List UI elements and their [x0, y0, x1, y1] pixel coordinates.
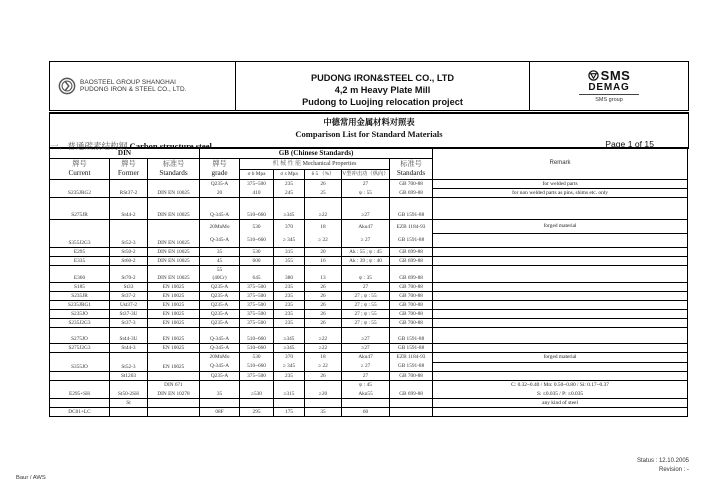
table-group-header-row — [50, 148, 688, 159]
cell-elongation — [305, 399, 342, 408]
cell-yield-strength: 380 — [274, 266, 305, 283]
baosteel-name-line1: BAOSTEEL GROUP SHANGHAI — [80, 79, 177, 86]
cell-line: 530 — [252, 354, 261, 361]
cell-gb-standard — [390, 180, 433, 198]
column-header-remark: Remark — [433, 148, 688, 180]
cell-remark — [433, 180, 688, 198]
cell-remark — [433, 292, 688, 301]
cell-elongation — [305, 180, 342, 198]
cell-current-grade: E335 — [50, 257, 110, 266]
cell-line: GB 700-88 — [399, 181, 423, 187]
cell-remark — [433, 257, 688, 266]
cell-tensile-strength: 530 — [240, 248, 274, 257]
cell-impact-energy: 27 ; ψ : 55 — [342, 301, 390, 310]
cell-former-grade: St37-3 — [110, 319, 148, 328]
cell-yield-strength: 175 — [274, 408, 305, 417]
cell-line: 27 — [362, 181, 369, 187]
cell-tensile-strength: ≥530 — [240, 381, 274, 399]
cell-gb-standard: GB 699-88 — [390, 257, 433, 266]
cell-former-grade: St37-3U — [110, 310, 148, 319]
cell-din-standard: DIN EN 10025 — [148, 248, 200, 257]
cell-din-standard: DIN EN 10025 — [148, 266, 200, 283]
cell-yield-strength: 235 — [274, 292, 305, 301]
cell-line: 25 — [320, 189, 326, 196]
table-row — [50, 257, 688, 266]
cell-current-grade: S235JRG1 — [50, 301, 110, 310]
cell-current-grade: S185 — [50, 283, 110, 292]
cell-line: (40Cr) — [212, 274, 227, 281]
cell-current-grade: S355JO — [50, 353, 110, 372]
subheader-impact: V型冲击功（纵向） — [342, 170, 390, 180]
cell-line: Aku47 — [358, 354, 373, 361]
cell-tensile-strength: 510~660 — [240, 344, 274, 353]
cell-former-grade — [110, 408, 148, 417]
cell-din-standard: EN 10025 — [148, 283, 200, 292]
cell-line: 20 — [216, 189, 223, 196]
document-header — [49, 61, 689, 111]
cell-gb-grade: Q-345-A — [200, 344, 240, 353]
cell-gb-grade: 35 — [200, 248, 240, 257]
cell-yield-strength: 235 — [274, 301, 305, 310]
cell-line: 235 — [285, 181, 293, 187]
footer-status: Status : 12.10.2005 — [636, 458, 689, 464]
cell-gb-standard: GB 1591-88 — [390, 328, 433, 344]
cell-current-grade: S235J2G3 — [50, 319, 110, 328]
cell-line: ≥ 22 — [318, 363, 328, 370]
cell-elongation: 35 — [305, 408, 342, 417]
table-row — [50, 301, 688, 310]
cell-line: 530 — [252, 223, 261, 230]
cell-line: 20MnMo — [209, 223, 230, 230]
cell-line: 245 — [285, 189, 293, 196]
cell-gb-grade — [200, 399, 240, 408]
sms-group-text: SMS group — [595, 96, 623, 103]
cell-former-grade: St44-2 — [110, 198, 148, 220]
cell-former-grade: St50-2SH — [110, 381, 148, 399]
cell-remark — [433, 328, 688, 344]
logo-divider — [579, 94, 639, 95]
cell-din-standard: DIN EN 10025 — [148, 198, 200, 220]
cell-line: ≥ 27 — [360, 237, 371, 243]
cell-line: C: 0.32~0.40 / Mn: 0.50~0.80 / Si: 0.17~0.37 — [511, 382, 609, 388]
subheader-tensile: σ b Mpa — [240, 170, 274, 180]
table-row — [50, 266, 688, 283]
cell-din-standard: EN 10025 — [148, 301, 200, 310]
cell-impact-energy: 27 — [342, 283, 390, 292]
table-row — [50, 319, 688, 328]
cell-remark: any kind of steel — [433, 399, 688, 408]
cell-gb-standard: GB 699-88 — [390, 266, 433, 283]
cell-former-grade: St1203 — [110, 372, 148, 381]
cell-line — [433, 233, 687, 247]
cell-gb-grade: 35 — [200, 381, 240, 399]
cell-remark — [433, 408, 688, 417]
subheader-yield: σ s Mpa — [274, 170, 305, 180]
cell-yield-strength: ≥345 — [274, 198, 305, 220]
cell-remark — [433, 353, 688, 372]
cell-line: 18 — [320, 354, 326, 361]
sms-logo-text: SMS — [600, 67, 631, 83]
cell-elongation: ≥22 — [305, 344, 342, 353]
cell-din-standard: EN 10025 — [148, 328, 200, 344]
cell-line — [433, 362, 687, 372]
cell-gb-standard: GB 699-88 — [390, 248, 433, 257]
cell-gb-grade: 45 — [200, 257, 240, 266]
cell-din-standard — [148, 399, 200, 408]
cell-current-grade: E295+SH — [50, 381, 110, 399]
cell-former-grade: St37-2 — [110, 292, 148, 301]
cell-gb-grade: Q235-A — [200, 372, 240, 381]
cell-impact-energy — [342, 180, 390, 198]
cell-remark — [433, 266, 688, 283]
table-row — [50, 399, 688, 408]
section-title-chinese: 一、普通碳素结构钢 — [50, 141, 128, 151]
cell-remark — [433, 381, 688, 399]
cell-gb-grade: Q-345-A — [200, 198, 240, 220]
cell-line: for welded parts — [542, 180, 578, 187]
table-row — [50, 408, 688, 417]
column-header-former: 牌号 Former — [110, 159, 148, 180]
cell-line: 410 — [252, 189, 261, 196]
cell-impact-energy: ≥27 — [342, 344, 390, 353]
baosteel-emblem-icon — [58, 77, 76, 95]
cell-current-grade: DC01+LC — [50, 408, 110, 417]
cell-elongation: ≥20 — [305, 381, 342, 399]
column-header-din-standards: 标准号 Standards — [148, 159, 200, 180]
cell-line: Q-345-A — [209, 237, 230, 243]
cell-line: DIN EN 10278 — [157, 390, 190, 397]
cell-line: ψ : 45 — [359, 382, 372, 388]
cell-elongation: 26 — [305, 301, 342, 310]
cell-tensile-strength — [240, 399, 274, 408]
table-row — [50, 283, 688, 292]
table-row — [50, 372, 688, 381]
cell-former-grade: RSt37-2 — [110, 180, 148, 198]
cell-yield-strength: 235 — [274, 319, 305, 328]
cell-line: S: ≤0.035 / P: ≤0.035 — [537, 390, 584, 397]
cell-current-grade: E295 — [50, 248, 110, 257]
column-header-mechanical-properties: 机 械 性 能 Mechanical Properties — [240, 159, 390, 170]
cell-impact-energy — [342, 220, 390, 248]
footer-author: Baur / AWS — [16, 475, 46, 481]
table-row — [50, 381, 688, 399]
cell-din-standard: DIN EN 10025 — [148, 220, 200, 248]
footer-revision: Revision : - — [658, 467, 689, 473]
cell-current-grade: S235JO — [50, 310, 110, 319]
cell-remark — [433, 301, 688, 310]
cell-line: Q235-A — [210, 181, 229, 187]
cell-din-standard: DIN EN 10025 — [148, 180, 200, 198]
cell-elongation: 13 — [305, 266, 342, 283]
cell-remark — [433, 319, 688, 328]
sms-logo-block — [530, 62, 688, 110]
cell-line: 510~660 — [247, 237, 266, 243]
cell-yield-strength: ≥345 — [274, 328, 305, 344]
cell-remark — [433, 344, 688, 353]
table-row — [50, 220, 688, 248]
group-header-gb: GB (Chinese Standards) — [200, 148, 433, 159]
cell-line: Q-345-A — [209, 363, 230, 370]
cell-yield-strength — [274, 399, 305, 408]
cell-current-grade: S275JR — [50, 198, 110, 220]
cell-yield-strength: 235 — [274, 310, 305, 319]
cell-line: for non welded parts as pins, shims etc. only — [433, 188, 687, 197]
cell-line: 510~660 — [247, 363, 266, 370]
cell-gb-standard: GB 700-88 — [390, 310, 433, 319]
cell-impact-energy: Ak : 55 ; ψ : 45 — [342, 248, 390, 257]
cell-elongation: ≥22 — [305, 198, 342, 220]
cell-gb-standard: GB 699-88 — [390, 381, 433, 399]
cell-line: 26 — [320, 181, 326, 187]
cell-former-grade: St44-3U — [110, 328, 148, 344]
cell-tensile-strength: 375~500 — [240, 283, 274, 292]
table-row — [50, 310, 688, 319]
cell-yield-strength — [274, 353, 305, 372]
cell-tensile-strength: 375~500 — [240, 292, 274, 301]
cell-tensile-strength — [240, 220, 274, 248]
cell-line: DIN 671 — [164, 382, 183, 388]
cell-tensile-strength — [240, 180, 274, 198]
table-row — [50, 328, 688, 344]
group-header-din: DIN — [50, 148, 200, 159]
cell-tensile-strength: 295 — [240, 408, 274, 417]
cell-elongation: 26 — [305, 372, 342, 381]
cell-former-grade: St33 — [110, 283, 148, 292]
cell-gb-standard — [390, 399, 433, 408]
cell-line: ≥ 22 — [318, 237, 328, 243]
table-row — [50, 344, 688, 353]
cell-yield-strength: 355 — [274, 257, 305, 266]
cell-gb-standard: GB 1591-88 — [390, 198, 433, 220]
cell-tensile-strength: 600 — [240, 257, 274, 266]
cell-elongation: 20 — [305, 248, 342, 257]
cell-tensile-strength: 510~660 — [240, 328, 274, 344]
cell-gb-standard: GB 700-88 — [390, 372, 433, 381]
cell-line: 370 — [285, 354, 293, 361]
subheader-elongation: δ 5 （%） — [305, 170, 342, 180]
cell-gb-grade: Q235-A — [200, 283, 240, 292]
cell-gb-grade: Q235-A — [200, 319, 240, 328]
section-title-english: Carbon structure steel — [129, 141, 212, 151]
cell-din-standard: EN 10025 — [148, 310, 200, 319]
cell-impact-energy: 60 — [342, 408, 390, 417]
cell-current-grade — [50, 399, 110, 408]
cell-former-grade: St52-3 — [110, 220, 148, 248]
cell-current-grade: S235JR — [50, 292, 110, 301]
cell-gb-grade: Q235-A — [200, 301, 240, 310]
cell-gb-standard: GB 700-88 — [390, 283, 433, 292]
cell-impact-energy — [342, 399, 390, 408]
cell-gb-grade: 08F — [200, 408, 240, 417]
baosteel-name-line2: PUDONG IRON & STEEL CO., LTD. — [80, 86, 187, 93]
demag-logo-text: DEMAG — [588, 81, 630, 93]
cell-yield-strength: 235 — [274, 372, 305, 381]
cell-tensile-strength — [240, 353, 274, 372]
cell-impact-energy: ≥27 — [342, 198, 390, 220]
cell-gb-standard — [390, 220, 433, 248]
cell-line: ψ : 55 — [359, 189, 372, 196]
cell-gb-grade: Q235-A — [200, 310, 240, 319]
cell-yield-strength: 235 — [274, 283, 305, 292]
project-name: Pudong to Luojing relocation project — [302, 97, 463, 107]
cell-line: GB 1591-88 — [397, 237, 425, 243]
cell-din-standard — [148, 408, 200, 417]
cell-yield-strength: 315 — [274, 248, 305, 257]
cell-gb-grade — [200, 220, 240, 248]
cell-former-grade: St — [110, 399, 148, 408]
table-row — [50, 353, 688, 372]
cell-yield-strength — [274, 220, 305, 248]
cell-tensile-strength: 645 — [240, 266, 274, 283]
cell-line: 55 — [216, 266, 223, 273]
cell-elongation: ≥22 — [305, 328, 342, 344]
cell-din-standard — [148, 381, 200, 399]
sms-emblem-icon — [588, 70, 599, 81]
cell-impact-energy — [342, 381, 390, 399]
cell-remark — [433, 198, 688, 220]
table-row — [50, 180, 688, 198]
cell-tensile-strength: 375~500 — [240, 301, 274, 310]
title-english: Comparison List for Standard Materials — [295, 129, 443, 139]
cell-gb-standard — [390, 353, 433, 372]
cell-line: ≥ 345 — [282, 363, 296, 370]
project-company: PUDONG IRON&STEEL CO., LTD — [310, 73, 455, 83]
cell-line: forged material — [543, 354, 577, 360]
cell-current-grade: S275JO — [50, 328, 110, 344]
cell-tensile-strength: 510~660 — [240, 198, 274, 220]
footer-status-block — [637, 457, 689, 475]
page-number: Page 1 of 15 — [605, 139, 654, 149]
baosteel-logo-block — [50, 62, 236, 110]
cell-former-grade: St52-3 — [110, 353, 148, 372]
cell-din-standard: EN 10025 — [148, 319, 200, 328]
cell-former-grade: Ust37-2 — [110, 301, 148, 310]
cell-line: GB 699-88 — [399, 189, 423, 196]
cell-current-grade: E360 — [50, 266, 110, 283]
cell-elongation: 26 — [305, 319, 342, 328]
cell-din-standard — [148, 372, 200, 381]
cell-tensile-strength: 375~500 — [240, 372, 274, 381]
cell-impact-energy — [342, 353, 390, 372]
cell-line: 18 — [320, 223, 326, 230]
column-header-current: 牌号 Current — [50, 159, 110, 180]
cell-gb-standard: GB 700-88 — [390, 301, 433, 310]
cell-elongation: 26 — [305, 283, 342, 292]
cell-gb-standard: GB 1591-88 — [390, 344, 433, 353]
cell-tensile-strength: 375~500 — [240, 319, 274, 328]
cell-current-grade: S235JRG2 — [50, 180, 110, 198]
cell-remark — [433, 310, 688, 319]
cell-tensile-strength: 375~500 — [240, 310, 274, 319]
cell-former-grade: St70-2 — [110, 266, 148, 283]
cell-gb-grade — [200, 266, 240, 283]
cell-gb-grade: Q-345-A — [200, 328, 240, 344]
cell-current-grade: S275J2G3 — [50, 344, 110, 353]
cell-line: forged material — [543, 223, 577, 230]
cell-impact-energy: Ak : 39 ; ψ : 40 — [342, 257, 390, 266]
cell-remark — [433, 248, 688, 257]
cell-yield-strength — [274, 180, 305, 198]
cell-former-grade: St50-2 — [110, 248, 148, 257]
cell-impact-energy: ψ : 35 — [342, 266, 390, 283]
cell-current-grade: S355J2G3 — [50, 220, 110, 248]
cell-line: Aku55 — [358, 390, 373, 397]
cell-former-grade: St44-3 — [110, 344, 148, 353]
cell-line: EZB 1184-93 — [396, 223, 426, 230]
cell-din-standard: DIN EN 10025 — [148, 257, 200, 266]
table-row — [50, 248, 688, 257]
cell-din-standard: EN 10025 — [148, 292, 200, 301]
table-body — [50, 180, 688, 417]
cell-impact-energy: 27 ; ψ : 55 — [342, 310, 390, 319]
cell-line: ≥ 27 — [360, 363, 371, 370]
cell-gb-grade: Q235-A — [200, 292, 240, 301]
cell-current-grade — [50, 372, 110, 381]
cell-gb-grade — [200, 353, 240, 372]
cell-din-standard: EN 10025 — [148, 353, 200, 372]
cell-remark — [433, 283, 688, 292]
cell-impact-energy: 27 ; ψ : 55 — [342, 292, 390, 301]
table-row — [50, 292, 688, 301]
cell-line: EZB 1184-93 — [396, 354, 426, 361]
cell-gb-standard — [390, 408, 433, 417]
cell-impact-energy: 27 ; ψ : 55 — [342, 319, 390, 328]
cell-remark — [433, 220, 688, 248]
column-header-gb-standards: 标准号 Standards — [390, 159, 433, 180]
cell-gb-standard: GB 700-88 — [390, 292, 433, 301]
materials-table — [49, 147, 688, 417]
cell-elongation: 16 — [305, 257, 342, 266]
cell-yield-strength: ≥315 — [274, 381, 305, 399]
cell-elongation: 26 — [305, 292, 342, 301]
cell-elongation — [305, 353, 342, 372]
cell-gb-grade — [200, 180, 240, 198]
cell-remark — [433, 372, 688, 381]
cell-yield-strength: ≥345 — [274, 344, 305, 353]
cell-din-standard: EN 10025 — [148, 344, 200, 353]
cell-line: 370 — [285, 223, 293, 230]
cell-line: 20MnMo — [209, 354, 230, 361]
column-header-grade: 牌号 grade — [200, 159, 240, 180]
cell-line: GB 1591-88 — [397, 363, 425, 370]
cell-impact-energy: ≥27 — [342, 328, 390, 344]
title-block — [49, 112, 689, 149]
cell-line: ≥ 345 — [282, 237, 296, 243]
cell-elongation — [305, 220, 342, 248]
project-mill: 4,2 m Heavy Plate Mill — [334, 85, 431, 95]
cell-impact-energy: 27 — [342, 372, 390, 381]
cell-former-grade: St60-2 — [110, 257, 148, 266]
table-row — [50, 198, 688, 220]
cell-line: Aku47 — [358, 223, 373, 230]
project-title-block — [236, 62, 530, 110]
cell-line: 375~500 — [247, 181, 266, 187]
cell-gb-standard: GB 700-88 — [390, 319, 433, 328]
title-chinese: 中德常用金属材料对照表 — [323, 118, 415, 127]
cell-elongation: 26 — [305, 310, 342, 319]
